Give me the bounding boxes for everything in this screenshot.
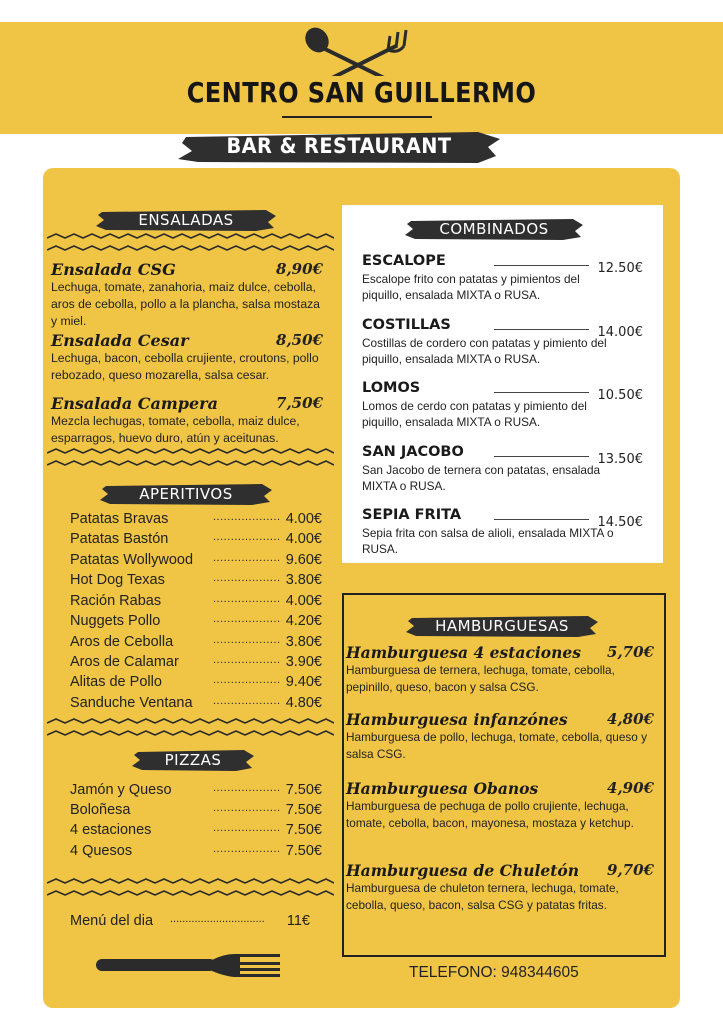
zigzag-divider xyxy=(47,233,334,255)
item-name: 4 Quesos xyxy=(70,843,133,859)
aperitivo-row xyxy=(70,531,322,551)
item-price: 9.60€ xyxy=(285,552,322,568)
combo-item xyxy=(362,507,647,557)
combo-item xyxy=(362,317,647,367)
leader-dots: ................... xyxy=(213,654,281,666)
combo-price: 10.50€ xyxy=(597,388,643,403)
item-price: 7.50€ xyxy=(285,822,322,838)
item-name: Nuggets Pollo xyxy=(70,613,161,629)
burger-price: 4,80€ xyxy=(607,710,654,728)
combo-item xyxy=(362,380,647,430)
burger-name: Hamburguesa de Chuletón xyxy=(346,861,579,880)
burger-desc: Hamburguesa de pechuga de pollo crujiente, lechuga, tomate, cebolla, bacon, mayonesa, mostaza y ketchup. xyxy=(346,799,634,830)
burger-name: Hamburguesa infanzónes xyxy=(346,710,568,729)
combo-desc: Escalope frito con patatas y pimientos del piquillo, ensalada MIXTA o RUSA. xyxy=(362,272,580,302)
zigzag-divider xyxy=(47,448,334,470)
item-price: 3.90€ xyxy=(285,654,322,670)
leader-dots: ................... xyxy=(213,613,281,625)
combo-desc: Sepia frita con salsa de alioli, ensalada MIXTA o RUSA. xyxy=(362,526,614,556)
pizza-row xyxy=(70,802,322,822)
item-name: Patatas Wollywood xyxy=(70,552,194,568)
burger-item xyxy=(346,861,654,914)
leader-dots: ................... xyxy=(213,511,281,523)
leader-dots: ................... xyxy=(213,634,281,646)
burger-name: Hamburguesa 4 estaciones xyxy=(346,643,581,662)
item-name: Aros de Cebolla xyxy=(70,634,174,650)
item-name: Jamón y Queso xyxy=(70,782,172,798)
pizza-row xyxy=(70,822,322,842)
item-price: 3.80€ xyxy=(285,572,322,588)
combo-name: LOMOS xyxy=(362,380,421,396)
aperitivo-row xyxy=(70,511,322,531)
combo-rule xyxy=(494,265,589,266)
aperitivo-row xyxy=(70,593,322,613)
burger-item xyxy=(346,643,654,696)
item-price: 4.00€ xyxy=(285,593,322,609)
section-title-ensaladas: ENSALADAS xyxy=(138,211,234,229)
section-title-pizzas: PIZZAS xyxy=(164,751,222,769)
combo-price: 13.50€ xyxy=(597,452,643,467)
zigzag-divider xyxy=(47,878,334,900)
salad-name: Ensalada Campera xyxy=(51,394,218,413)
aperitivo-row xyxy=(70,695,322,715)
salad-name: Ensalada CSG xyxy=(51,260,176,279)
pizza-row xyxy=(70,843,322,863)
item-name: Alitas de Pollo xyxy=(70,674,162,690)
combo-price: 14.50€ xyxy=(597,515,643,530)
burger-item xyxy=(346,779,654,832)
leader-dots: ................... xyxy=(213,552,281,564)
item-name: Patatas Bravas xyxy=(70,511,169,527)
aperitivo-row xyxy=(70,674,322,694)
pizza-row xyxy=(70,782,322,802)
aperitivo-row xyxy=(70,572,322,592)
salad-desc: Lechuga, tomate, zanahoria, maiz dulce, cebolla, aros de cebolla, pollo a la plancha, salsa mostaza y miel. xyxy=(51,280,320,328)
burger-price: 9,70€ xyxy=(607,861,654,879)
leader-dots: ................... xyxy=(213,782,281,794)
aperitivo-row xyxy=(70,613,322,633)
burger-desc: Hamburguesa de pollo, lechuga, tomate, cebolla, queso y salsa CSG. xyxy=(346,730,648,761)
combo-rule xyxy=(494,456,589,457)
salad-item xyxy=(51,394,323,447)
title-rule xyxy=(282,116,432,118)
item-price: 7.50€ xyxy=(285,782,322,798)
phone-number: TELEFONO: 948344605 xyxy=(409,964,579,981)
salad-item xyxy=(51,331,323,384)
aperitivo-row xyxy=(70,552,322,572)
section-title-aperitivos: APERITIVOS xyxy=(139,485,233,503)
combo-desc: Costillas de cordero con patatas y pimiento del piquillo, ensalada MIXTA o RUSA. xyxy=(362,336,607,366)
combo-item xyxy=(362,444,647,494)
item-price: 4.80€ xyxy=(285,695,322,711)
burger-desc: Hamburguesa de chuleton ternera, lechuga, tomate, cebolla, queso, bacon, salsa CSG y patatas fritas. xyxy=(346,881,619,912)
item-price: 4.00€ xyxy=(285,531,322,547)
combo-rule xyxy=(494,329,589,330)
item-price: 9.40€ xyxy=(285,674,322,690)
item-name: Sanduche Ventana xyxy=(70,695,193,711)
menu-del-dia-row xyxy=(70,913,310,933)
leader-dots: ................... xyxy=(213,822,281,834)
combo-name: SEPIA FRITA xyxy=(362,507,462,523)
combo-desc: Lomos de cerdo con patatas y pimiento del piquillo, ensalada MIXTA o RUSA. xyxy=(362,399,587,429)
zigzag-divider xyxy=(47,718,334,740)
combo-name: SAN JACOBO xyxy=(362,444,464,460)
combo-price: 12.50€ xyxy=(597,261,643,276)
menu-del-dia-label: Menú del dia xyxy=(70,913,154,929)
burger-desc: Hamburguesa de ternera, lechuga, tomate, cebolla, pepinillo, queso, bacon y salsa CSG. xyxy=(346,663,615,694)
leader-dots: ................... xyxy=(213,572,281,584)
salad-item xyxy=(51,260,323,330)
item-name: Boloñesa xyxy=(70,802,131,818)
leader-dots: ................... xyxy=(213,695,281,707)
combo-name: COSTILLAS xyxy=(362,317,451,333)
combo-desc: San Jacobo de ternera con patatas, ensalada MIXTA o RUSA. xyxy=(362,463,601,493)
item-price: 7.50€ xyxy=(285,802,322,818)
combo-rule xyxy=(494,519,589,520)
salad-name: Ensalada Cesar xyxy=(51,331,189,350)
section-title-combinados: COMBINADOS xyxy=(439,220,549,238)
salad-desc: Lechuga, bacon, cebolla crujiente, croutons, pollo rebozado, queso mozarella, salsa cesar. xyxy=(51,351,319,382)
combo-item xyxy=(362,253,647,303)
aperitivo-row xyxy=(70,654,322,674)
leader-dots: ................... xyxy=(213,674,281,686)
item-name: Ración Rabas xyxy=(70,593,162,609)
salad-price: 8,90€ xyxy=(276,260,323,278)
section-title-hamburguesas: HAMBURGUESAS xyxy=(435,617,569,635)
leader-dots: ................... xyxy=(213,802,281,814)
salad-price: 7,50€ xyxy=(276,394,323,412)
item-price: 3.80€ xyxy=(285,634,322,650)
item-price: 7.50€ xyxy=(285,843,322,859)
leader-dots: ................... xyxy=(213,843,281,855)
item-name: Hot Dog Texas xyxy=(70,572,165,588)
item-price: 4.20€ xyxy=(285,613,322,629)
spoon-fork-crossed-icon xyxy=(292,26,422,76)
item-name: Aros de Calamar xyxy=(70,654,179,670)
burger-item xyxy=(346,710,654,763)
burger-price: 4,90€ xyxy=(607,779,654,797)
combo-price: 14.00€ xyxy=(597,325,643,340)
leader-dots: ............................... xyxy=(170,913,265,925)
aperitivo-row xyxy=(70,634,322,654)
menu-del-dia-price: 11€ xyxy=(286,913,310,929)
fork-icon xyxy=(94,944,284,988)
leader-dots: ................... xyxy=(213,593,281,605)
leader-dots: ................... xyxy=(213,531,281,543)
burger-name: Hamburguesa Obanos xyxy=(346,779,539,798)
restaurant-name: CENTRO SAN GUILLERMO xyxy=(186,76,537,109)
item-name: Patatas Bastón xyxy=(70,531,169,547)
subtitle: BAR & RESTAURANT xyxy=(226,134,452,158)
combo-name: ESCALOPE xyxy=(362,253,446,269)
burger-price: 5,70€ xyxy=(607,643,654,661)
salad-desc: Mezcla lechugas, tomate, cebolla, maiz dulce, esparragos, huevo duro, atún y aceitunas. xyxy=(51,414,300,445)
combo-rule xyxy=(494,392,589,393)
salad-price: 8,50€ xyxy=(276,331,323,349)
item-price: 4.00€ xyxy=(285,511,322,527)
item-name: 4 estaciones xyxy=(70,822,152,838)
